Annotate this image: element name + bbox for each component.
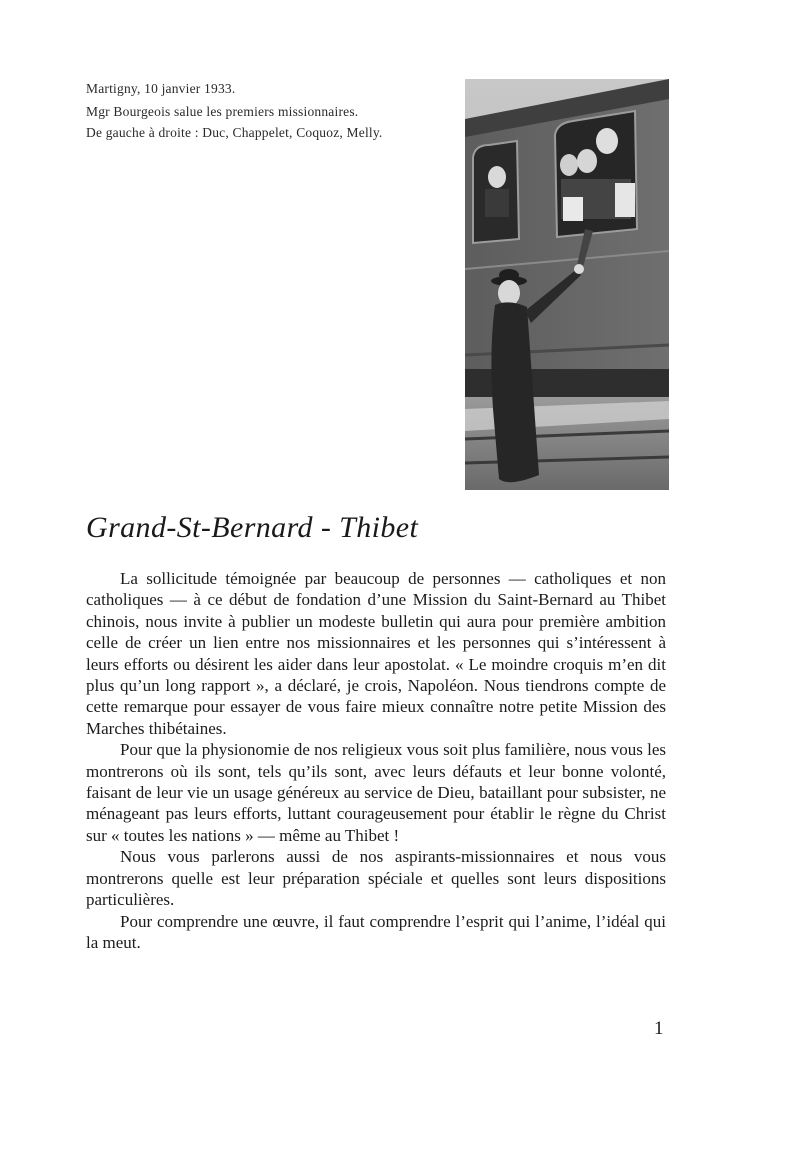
train-window-farewell-photo [465,79,669,490]
photo-caption [86,78,456,143]
caption-line-1: Mgr Bourgeois salue les premiers missionnaires. [86,104,359,119]
paragraph-2: Pour que la physionomie de nos religieux vous soit plus familière, nous vous les montrerons où ils sont, tels qu’ils sont, avec leurs défauts et leur bonne volonté, faisant de leur vie un usage généreux au service de Dieu, bataillant pour subsister, ne ménageant pas leurs efforts, luttant courageusement pour établir le règne du Christ sur « toutes les nations » — même au Thibet ! [86,740,666,845]
caption-line-2: De gauche à droite : Duc, Chappelet, Coquoz, Melly. [86,125,383,140]
article-title: Grand-St-Bernard - Thibet [86,511,419,544]
article-body [86,568,666,953]
paragraph-3: Nous vous parlerons aussi de nos aspirants-missionnaires et nous vous montrerons quelle est leur préparation spéciale et quelles sont leurs dispositions particulières. [86,847,666,910]
paragraph-1: La sollicitude témoignée par beaucoup de personnes — catholiques et non catholiques — à ce début de fondation d’une Mission du Saint-Bernard au Thibet chinois, nous invite à publier un modeste bulletin qui aura pour première ambition celle de créer un lien entre nos missionnaires et les personnes qui s’intéressent à leurs efforts ou désirent les aider dans leur apostolat. « Le moindre croquis m’en dit plus qu’un long rapport », a déclaré, je crois, Napoléon. Nous tiendrons compte de cette remarque pour essayer de vous faire mieux connaître notre petite Mission des Marches thibétaines. [86,569,666,738]
page-number: 1 [654,1018,664,1039]
paragraph-4: Pour comprendre une œuvre, il faut comprendre l’esprit qui l’anime, l’idéal qui la meut. [86,911,666,952]
caption-date: Martigny, 10 janvier 1933. [86,81,236,96]
